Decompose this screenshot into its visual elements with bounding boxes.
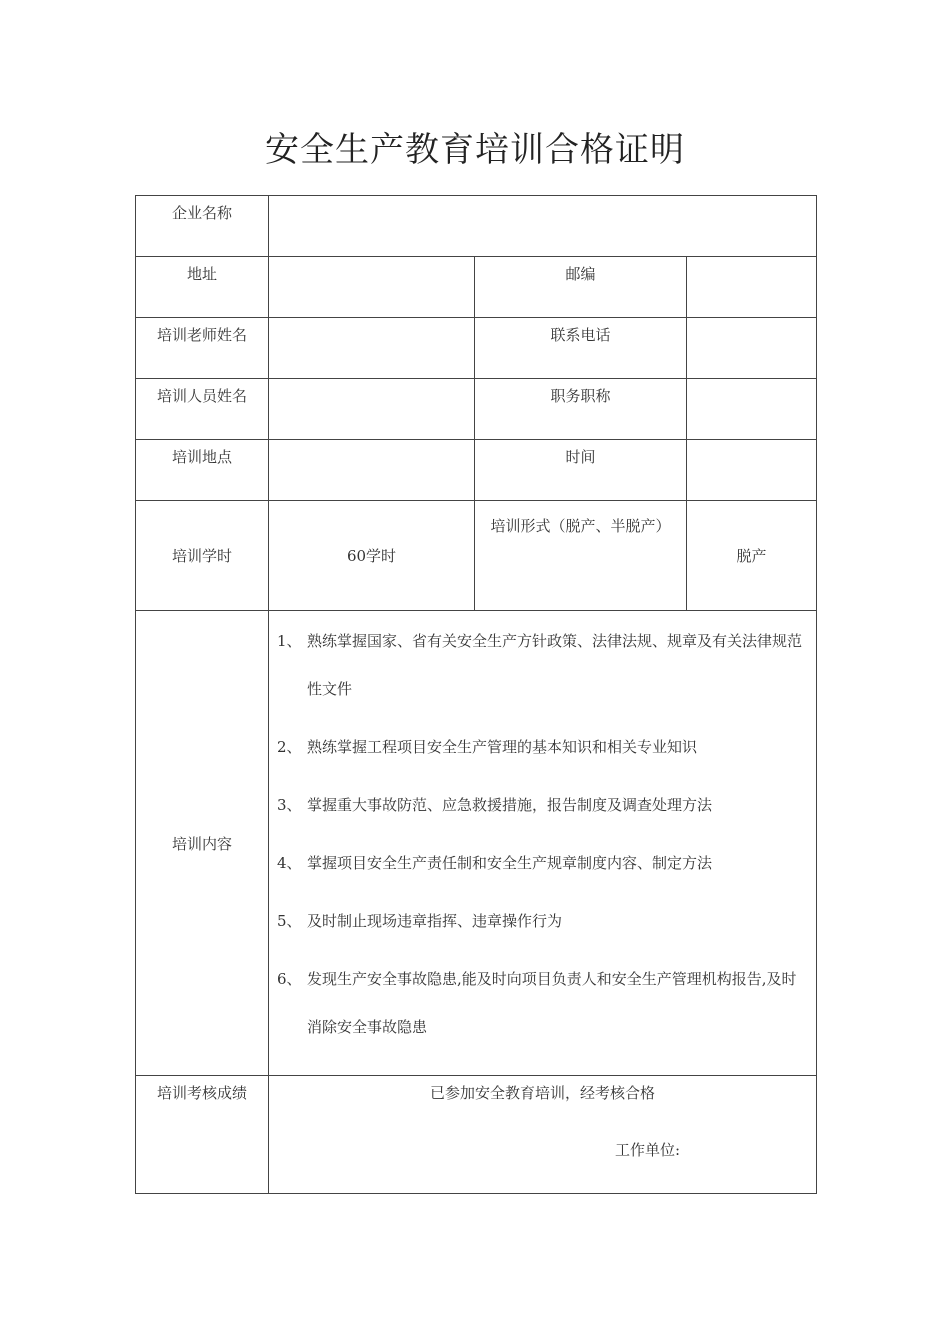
row-assessment	[136, 1076, 817, 1194]
trainee-name-field[interactable]	[269, 379, 475, 440]
item-number: 2、	[277, 738, 302, 756]
location-field[interactable]	[269, 440, 475, 501]
item-text: 及时制止现场违章指挥、违章操作行为	[307, 912, 563, 930]
training-form-label: 培训形式（脱产、半脱产）	[475, 501, 687, 611]
content-list	[269, 611, 817, 1076]
company-name-label: 企业名称	[136, 196, 269, 257]
row-address	[136, 257, 817, 318]
hours-value[interactable]: 60学时	[269, 501, 475, 611]
row-trainee	[136, 379, 817, 440]
row-company	[136, 196, 817, 257]
certificate-table	[135, 195, 817, 1194]
page-title: 安全生产教育培训合格证明	[265, 130, 685, 170]
row-location	[136, 440, 817, 501]
postcode-label: 邮编	[475, 257, 687, 318]
content-item	[277, 723, 808, 771]
contact-phone-field[interactable]	[687, 318, 817, 379]
item-text: 发现生产安全事故隐患,能及时向项目负责人和安全生产管理机构报告,及时消除安全事故隐患	[307, 970, 797, 1036]
contact-phone-label: 联系电话	[475, 318, 687, 379]
address-field[interactable]	[269, 257, 475, 318]
item-text: 掌握项目安全生产责任制和安全生产规章制度内容、制定方法	[307, 854, 713, 872]
postcode-field[interactable]	[687, 257, 817, 318]
company-name-field[interactable]	[269, 196, 817, 257]
item-text: 熟练掌握工程项目安全生产管理的基本知识和相关专业知识	[307, 738, 698, 756]
row-hours	[136, 501, 817, 611]
content-item	[277, 839, 808, 887]
content-item	[277, 897, 808, 945]
content-item	[277, 955, 808, 1051]
item-number: 3、	[277, 796, 302, 814]
assessment-label: 培训考核成绩	[136, 1076, 269, 1194]
row-content	[136, 611, 817, 1076]
item-number: 4、	[277, 854, 302, 872]
assessment-cell[interactable]	[269, 1076, 817, 1194]
teacher-name-label: 培训老师姓名	[136, 318, 269, 379]
teacher-name-field[interactable]	[269, 318, 475, 379]
assessment-text: 已参加安全教育培训，经考核合格	[430, 1084, 656, 1102]
row-teacher	[136, 318, 817, 379]
hours-label: 培训学时	[136, 501, 269, 611]
item-text: 掌握重大事故防范、应急救援措施，报告制度及调查处理方法	[307, 796, 713, 814]
job-title-label: 职务职称	[475, 379, 687, 440]
training-form-value[interactable]: 脱产	[687, 501, 817, 611]
work-unit-label: 工作单位:	[614, 1141, 681, 1159]
item-number: 5、	[277, 912, 302, 930]
content-item	[277, 617, 808, 713]
location-label: 培训地点	[136, 440, 269, 501]
item-number: 6、	[277, 970, 302, 988]
content-item	[277, 781, 808, 829]
address-label: 地址	[136, 257, 269, 318]
item-number: 1、	[277, 632, 302, 650]
item-text: 熟练掌握国家、省有关安全生产方针政策、法律法规、规章及有关法律规范性文件	[307, 632, 803, 698]
trainee-name-label: 培训人员姓名	[136, 379, 269, 440]
time-label: 时间	[475, 440, 687, 501]
time-field[interactable]	[687, 440, 817, 501]
job-title-field[interactable]	[687, 379, 817, 440]
content-label: 培训内容	[136, 611, 269, 1076]
